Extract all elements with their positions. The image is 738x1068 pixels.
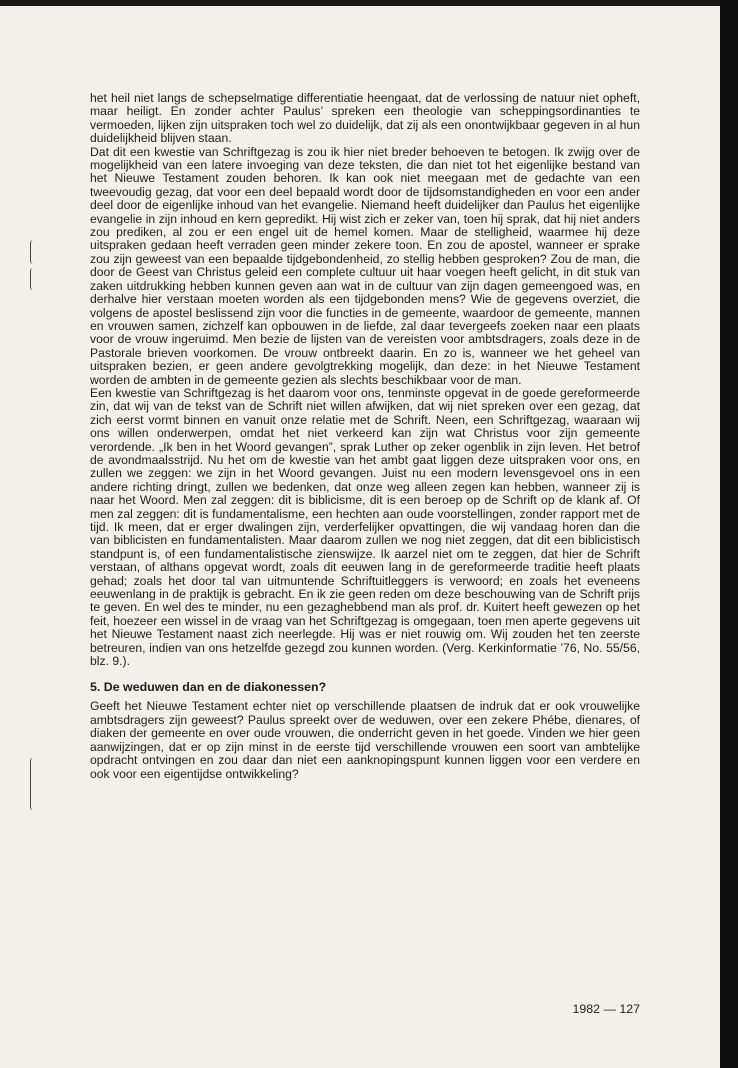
scan-top-edge <box>0 0 738 6</box>
paragraph-1: het heil niet langs de schepselmatige differentiatie heengaat, dat de verlossing de natuur niet opheft, maar heiligt. En zonder achter Paulus’ spreken een theologie van scheppingsordinanties te vermoeden, lijken zijn uitspraken toch wel zo duidelijk, dat zij als een onontwijkbaar gegeven in al hun duidelijkheid blijven staan. <box>90 91 640 146</box>
section-paragraph: Geeft het Nieuwe Testament echter niet op verschillende plaatsen de indruk dat er ook vrouwelijke ambtsdragers zijn geweest? Paulus spreekt over de weduwen, over een zekere Phébe, dienares, of diaken der gemeente en over oude vrouwen, die onderricht geven in het goede. Vinden we hier geen aanwijzingen, dat er op zijn minst in de eerste tijd verschillende vrouwen een soort van ambtelijke opdracht ontvingen en zou daar dan niet een aanknopingspunt kunnen liggen voor een verdere en ook voor een eigentijdse ontwikkeling? <box>90 699 640 781</box>
paragraph-3: Een kwestie van Schriftgezag is het daarom voor ons, tenminste opgevat in de goede gereformeerde zin, dat wij van de tekst van de Schrift niet willen afwijken, dat wij niet spreken over een gezag, dat zich eerst vormt binnen en vanuit onze relatie met de Schrift. Neen, een Schriftgezag, waaraan wij ons willen onderwerpen, omdat het niet verkeerd kan zijn wat Christus voor zijn gemeente verordende. „Ik ben in het Woord gevangen”, sprak Luther op zeker ogenblik in zijn leven. Het betrof de avondmaalsstrijd. Nu het om de kwestie van het ambt gaat liggen deze uitspraken voor ons, en zullen we zeggen: we zijn in het Woord gevangen. Juist nu een modern levensgevoel ons in een andere richting dringt, zullen we bedenken, dat onze weg alleen zegen kan hebben, wanneer zij is naar het Woord. Men zal zeggen: dit is biblicisme, dit is een beroep op de Schrift op de klank af. Of men zal zeggen: dit is fundamentalisme, een hechten aan oude voorstellingen, zonder rapport met de tijd. Ik meen, dat er erger dwalingen zijn, verderfelijker opvattingen, die wij vandaag horen dan die van biblicisten en fundamentalisten. Maar daarom zullen we nog niet zeggen, dat dit een biblicistisch standpunt is, of een fundamentalistische zienswijze. Ik aarzel niet om te zeggen, dat hier de Schrift verstaan, of althans opgevat wordt, zoals dit eeuwen lang in de gereformeerde traditie heeft plaats gehad; zoals het door tal van uitmuntende Schriftuitleggers is verwoord; en zoals het eveneens eeuwenlang in de praktijk is gebracht. En ik zie geen reden om deze beschouwing van de Schrift prijs te geven. En wel des te minder, nu een gezaghebbend man als prof. dr. Kuitert heeft gewezen op het feit, hoezeer een wissel in de vraag van het Schriftgezag is omgegaan, toen men aperte gegevens uit het Nieuwe Testament naast zich neerlegde. Hij was er niet rouwig om. Wij zouden het ten zeerste betreuren, indien van ons hetzelfde gezegd zou kunnen worden. (Verg. Kerkinformatie ’76, No. 55/56, blz. 9.). <box>90 385 640 669</box>
page-number: 1982 — 127 <box>572 1002 640 1016</box>
margin-mark <box>30 240 37 264</box>
margin-mark <box>30 268 37 290</box>
page-body <box>90 92 640 781</box>
section-heading: 5. De weduwen dan en de diakonessen? <box>90 680 327 695</box>
margin-mark <box>30 758 37 810</box>
paragraph-2: Dat dit een kwestie van Schriftgezag is zou ik hier niet breder behoeven te betogen. Ik zwijg over de mogelijkheid van een latere invoeging van deze teksten, die dan niet tot het eigenlijke bestand van het Nieuwe Testament zouden behoren. Ik kan ook niet meegaan met de gedachte van een tweevoudig gezag, dat voor een deel bepaald wordt door de tijdsomstandigheden en voor een ander deel door de eigenlijke inhoud van het evangelie. Niemand heeft duidelijker dan Paulus het eigenlijke evangelie in zijn inhoud en kern gepredikt. Hij wist zich er zeker van, toen hij sprak, dat hij niet anders zou prediken, al zou er een engel uit de hemel komen. Maar de stelligheid, waarmee hij deze uitspraken gedaan heeft verraden geen minder zekere toon. En zou de apostel, wanneer er sprake zou zijn geweest van een bepaalde tijdgebondenheid, zo stellig hebben gesproken? Zou de man, die door de Geest van Christus geleid een complete cultuur uit haar voegen heeft gelicht, in dit stuk van zaken uitdrukking hebben kunnen geven aan wat in de cultuur van zijn dagen gemeengoed was, en derhalve hier verstaan moeten worden als een tijdgebonden mens? Wie de gegevens overziet, die volgens de apostel beslissend zijn voor die functies in de gemeente, waardoor de gemeente, mannen en vrouwen samen, zichzelf kan opbouwen in de liefde, zal daar tevergeefs zoeken naar een plaats voor de vrouw ingeruimd. Men bezie de lijsten van de vereisten voor ambtsdragers, zoals deze in de Pastorale brieven voorkomen. De vrouw ontbreekt daarin. En zo is, wanneer we het geheel van uitspraken bezien, er geen andere gevolgtrekking mogelijk, dan deze: in het Nieuwe Testament worden de ambten in de gemeente gezien als slechts beschikbaar voor de man. <box>90 144 640 387</box>
scan-right-edge <box>720 0 738 1068</box>
